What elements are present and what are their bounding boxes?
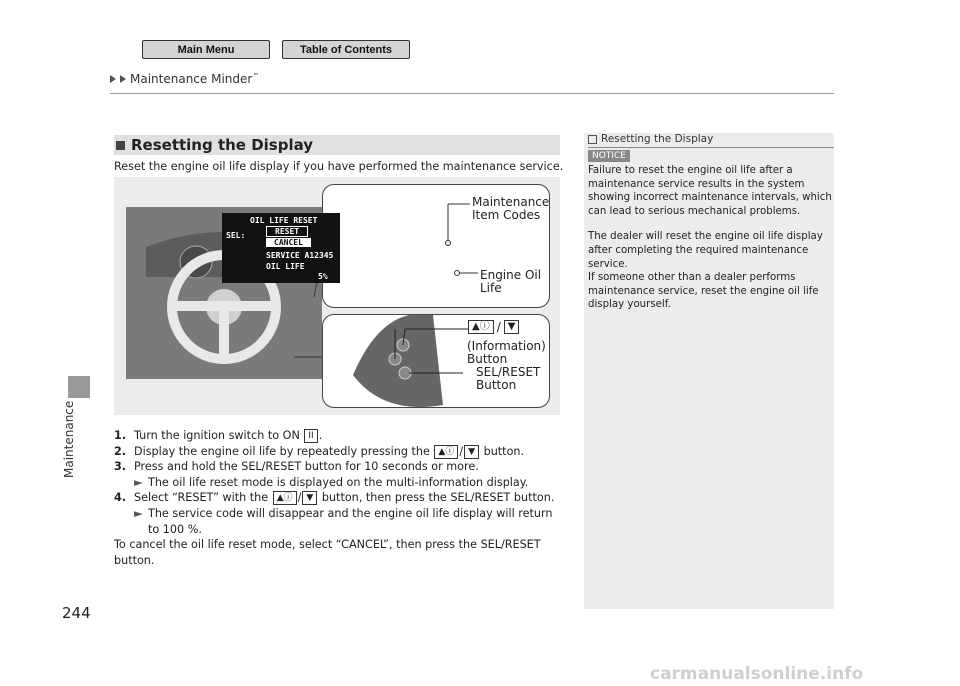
sidebar-text: Failure to reset the engine oil life after a maintenance service results in the system showing incorrect maintenance intervals, which can lead to serious mechanical problems. The dealer will reset the engine oil life display after completing the required maintenance service. If someone other than a dealer performs maintenance service, reset the engine oil life display yourself. [588,165,832,311]
sidebar-title: Resetting the Display [588,133,713,145]
intro-text: Reset the engine oil life display if you have performed the maintenance service. [114,160,564,173]
information-button-label: ▲ⓘ / ▼ (Information) Button [467,319,546,366]
section-tab [68,376,90,398]
step-4-note: ► The service code will disappear and the engine oil life display will return to 100 %. [134,506,553,536]
section-heading: Resetting the Display [114,135,560,155]
up-info-icon: ▲ⓘ [273,491,297,505]
step-1: 1. Turn the ignition switch to ON II . [114,429,323,442]
section-side-label: Maintenance [62,400,76,478]
step-3-note: ► The oil life reset mode is displayed on the multi-information display. [134,475,529,489]
step-4: 4. Select “RESET” with the ▲ⓘ / ▼ button, then press the SEL/RESET button. [114,491,555,505]
ignition-on-icon: II [304,429,317,443]
note-icon [588,135,597,144]
page-number: 244 [62,604,91,622]
cancel-note: To cancel the oil life reset mode, select “CANCEL”, then press the SEL/RESET button. [114,538,541,567]
header-rule [110,93,834,94]
arrow-icon [120,75,126,83]
multi-information-display: OIL LIFE RESET RESET CANCEL SEL: SERVICE A12345 OIL LIFE 5% [222,213,340,283]
arrow-icon: ► [134,475,143,489]
steps-list [114,428,564,568]
step-3: 3. Press and hold the SEL/RESET button for 10 seconds or more. [114,460,479,474]
sidebar-rule [588,147,834,148]
sel-reset-button-label: SEL/RESET Button [476,365,541,392]
square-bullet-icon [116,141,125,150]
main-menu-button[interactable]: Main Menu [142,40,270,59]
breadcrumb-link[interactable]: Maintenance Minder™ [130,72,260,86]
up-info-icon: ▲ⓘ [468,320,494,334]
maintenance-item-codes-label: Maintenance Item Codes [472,195,550,222]
table-of-contents-button[interactable]: Table of Contents [282,40,410,59]
notice-badge: NOTICE [588,150,630,162]
up-info-icon: ▲ⓘ [434,445,458,459]
step-2: 2. Display the engine oil life by repeatedly pressing the ▲ⓘ / ▼ button. [114,444,525,458]
down-arrow-icon: ▼ [464,445,479,459]
arrow-icon [110,75,116,83]
arrow-icon: ► [134,506,143,520]
breadcrumb [110,72,259,86]
watermark: carmanualsonline.info [650,664,864,684]
down-arrow-icon: ▼ [302,491,317,505]
down-arrow-icon: ▼ [504,320,520,334]
engine-oil-life-label: Engine Oil Life [480,268,542,295]
